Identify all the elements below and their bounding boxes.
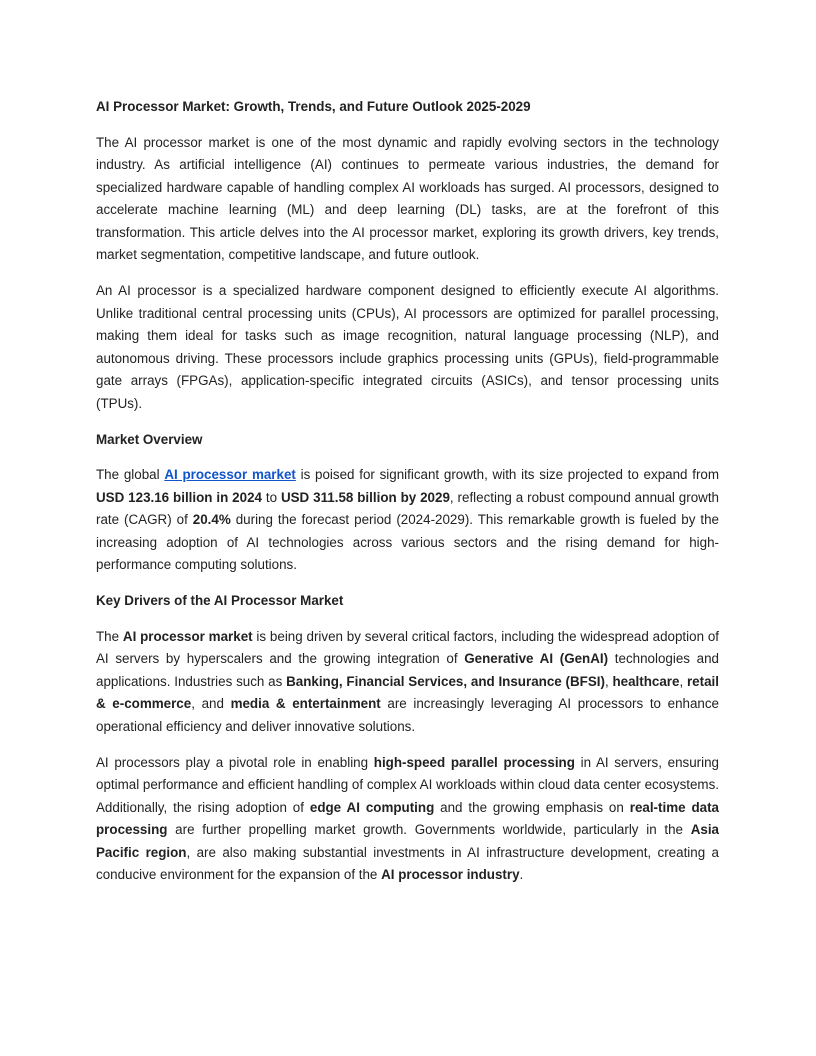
bold-text: Banking, Financial Services, and Insurance (BFSI) xyxy=(286,673,605,689)
text: , reflecting a robust compound annual growth rate (CAGR) of xyxy=(96,489,719,527)
text: , and xyxy=(191,696,231,711)
text: are further propelling market growth. Governments worldwide, particularly in the xyxy=(167,822,691,837)
paragraph xyxy=(96,464,719,577)
text: is being driven by several critical factors, including the widespread adoption of AI servers by hyperscalers and the growing integration of xyxy=(96,628,720,666)
bold-text: USD 311.58 billion by 2029 xyxy=(280,489,450,505)
text: , xyxy=(604,673,613,689)
bold-text: healthcare xyxy=(612,673,680,689)
text: Market Overview xyxy=(96,431,203,447)
document-page xyxy=(96,96,719,900)
market-report-link[interactable]: AI processor market xyxy=(164,467,296,482)
text: , are also making substantial investments in AI infrastructure development, creating a conducive environment for the expansion of the xyxy=(96,844,719,882)
bold-text: Asia Pacific region xyxy=(96,822,719,860)
bold-text: 20.4% xyxy=(192,512,231,527)
section-heading xyxy=(96,429,719,452)
bold-text: USD 123.16 billion in 2024 xyxy=(96,489,262,505)
paragraph xyxy=(96,752,719,887)
bold-text: media & entertainment xyxy=(230,696,381,711)
text: technologies and applications. Industries such as xyxy=(96,651,719,689)
bold-text: edge AI computing xyxy=(309,799,435,815)
section-heading xyxy=(96,590,719,613)
text: . xyxy=(519,867,524,882)
text: during the forecast period (2024-2029). This remarkable growth is fueled by the increasing adoption of AI technologies across various sectors and the rising demand for high-performance computing solutions. xyxy=(96,512,719,572)
bold-text: retail & e-commerce xyxy=(96,673,719,711)
paragraph xyxy=(96,132,719,267)
text: is poised for significant growth, with its size projected to expand from xyxy=(295,467,720,482)
bold-text: AI processor industry xyxy=(381,867,520,882)
bold-text: real-time data processing xyxy=(96,799,719,837)
document-body xyxy=(96,132,719,887)
paragraph xyxy=(96,626,719,739)
bold-text: high-speed parallel processing xyxy=(373,754,575,770)
text: The AI processor market is one of the most dynamic and rapidly evolving sectors in the technology industry. As artificial intelligence (AI) continues to permeate various industries, the demand for specialized hardware capable of handling complex AI workloads has surged. AI processors, designed to accelerate machine learning (ML) and deep learning (DL) tasks, are at the forefront of this transformation. This article delves into the AI processor market, exploring its growth drivers, key trends, market segmentation, competitive landscape, and future outlook. xyxy=(96,134,719,262)
text: , xyxy=(679,673,687,689)
text: The global xyxy=(96,467,165,482)
text: to xyxy=(261,489,281,505)
text: An AI processor is a specialized hardware component designed to efficiently execute AI algorithms. Unlike traditional central processing units (CPUs), AI processors are optimized for parallel processing, making them ideal for tasks such as image recognition, natural language processing (NLP), and autonomous driving. These processors include graphics processing units (GPUs), field-programmable gate arrays (FPGAs), application-specific integrated circuits (ASICs), and tensor processing units (TPUs). xyxy=(96,283,719,411)
bold-text: AI processor market xyxy=(122,628,253,644)
text: AI processors play a pivotal role in enabling xyxy=(96,754,374,770)
text: and the growing emphasis on xyxy=(434,799,630,815)
bold-text: Generative AI (GenAI) xyxy=(464,651,609,666)
text: Key Drivers of the AI Processor Market xyxy=(96,593,344,608)
text: are increasingly leveraging AI processors to enhance operational efficiency and deliver innovative solutions. xyxy=(96,696,719,734)
text: in AI servers, ensuring optimal performance and efficient handling of complex AI workloads within cloud data center ecosystems. Additionally, the rising adoption of xyxy=(96,754,719,815)
paragraph xyxy=(96,280,719,415)
text: The xyxy=(96,628,123,644)
document-title: AI Processor Market: Growth, Trends, and Future Outlook 2025-2029 xyxy=(96,99,531,114)
